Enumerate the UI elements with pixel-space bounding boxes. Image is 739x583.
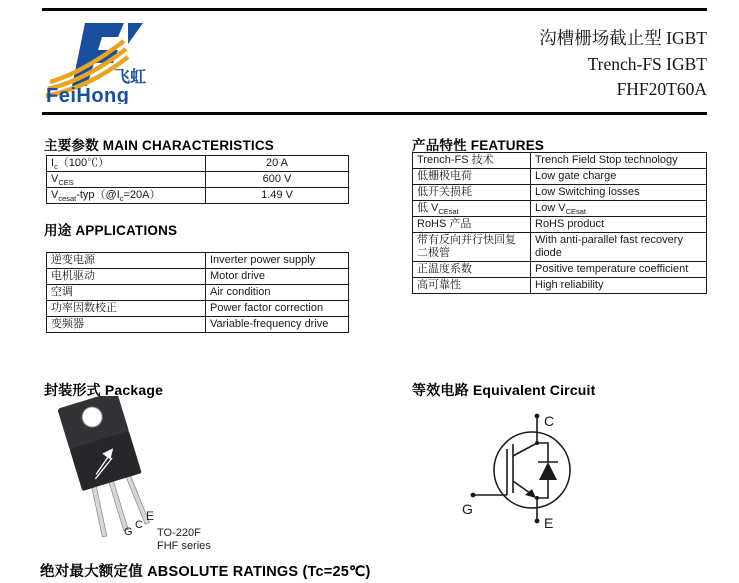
table-cell: Motor drive: [206, 269, 349, 285]
table-row: [47, 188, 349, 204]
igbt-gate-bar: [507, 444, 513, 495]
table-cell: RoHS product: [531, 217, 707, 233]
table-row: [413, 233, 707, 262]
absolute-ratings-heading: 绝对最大额定值 ABSOLUTE RATINGS (Tc=25℃): [40, 564, 371, 580]
table-cell: 带有反向并行快回复二极管: [413, 233, 531, 262]
package-leg: [109, 480, 129, 531]
table-cell: 低开关损耗: [413, 185, 531, 201]
table-row: [47, 253, 349, 269]
table-row: [413, 201, 707, 217]
header-top-rule: [42, 8, 707, 11]
table-cell: 空调: [47, 285, 206, 301]
feihong-logo: [44, 20, 164, 104]
table-cell: 变频器: [47, 317, 206, 333]
table-row: [47, 269, 349, 285]
table-cell: 正温度系数: [413, 262, 531, 278]
table-cell: 20 A: [206, 156, 349, 172]
main-characteristics-heading: 主要参数 MAIN CHARACTERISTICS: [44, 138, 274, 153]
table-row: [413, 169, 707, 185]
igbt-circuit-diagram: [448, 404, 618, 539]
product-title: [539, 26, 707, 103]
applications-table: [46, 252, 349, 333]
table-cell: $V_{cesat}-typ(@I_c=20A)$: [47, 188, 206, 204]
table-row: [47, 317, 349, 333]
table-cell: 低 $V_{CEsat}$: [413, 201, 531, 217]
table-cell: 高可靠性: [413, 278, 531, 294]
table-row: [47, 156, 349, 172]
title-line-cn: 沟槽栅场截止型 IGBT: [539, 28, 707, 48]
diode-triangle: [539, 462, 557, 480]
table-cell: 功率因数校正: [47, 301, 206, 317]
table-cell: Trench-FS 技术: [413, 153, 531, 169]
table-cell: Low gate charge: [531, 169, 707, 185]
table-cell: 电机驱动: [47, 269, 206, 285]
table-cell: Inverter power supply: [206, 253, 349, 269]
package-heading: 封装形式 Package: [44, 382, 164, 398]
table-cell: Trench Field Stop technology: [531, 153, 707, 169]
table-cell: High reliability: [531, 278, 707, 294]
emitter-node-dot: [535, 496, 539, 500]
table-cell: $V_{CES}$: [47, 172, 206, 188]
to220f-body-group: [57, 396, 156, 539]
package-series-label: FHF series: [157, 539, 211, 552]
collector-node-dot: [535, 441, 539, 445]
table-row: [413, 185, 707, 201]
table-cell: 低栅极电荷: [413, 169, 531, 185]
terminal-label-emitter: E: [544, 515, 554, 531]
table-row: [413, 278, 707, 294]
table-row: [413, 153, 707, 169]
package-photo: [40, 396, 170, 546]
package-type-label: TO-220F: [157, 527, 201, 539]
table-row: [413, 262, 707, 278]
gate-terminal-dot: [471, 493, 476, 498]
emitter-terminal-dot: [535, 519, 540, 524]
igbt-collector-branch: [513, 443, 537, 456]
title-part-number: FHF20T60A: [616, 79, 707, 99]
table-cell: $I_c(100℃)$: [47, 156, 206, 172]
terminal-label-gate: G: [462, 501, 473, 517]
pin-label-emitter: E: [146, 509, 155, 523]
table-cell: 逆变电源: [47, 253, 206, 269]
table-cell: Variable-frequency drive: [206, 317, 349, 333]
table-cell: Low Switching losses: [531, 185, 707, 201]
main-characteristics-table: [46, 155, 349, 204]
table-cell: Low $V_{CEsat}$: [531, 201, 707, 217]
package-caption: [157, 527, 211, 552]
logo-en-text: FeiHong: [46, 85, 130, 104]
table-cell: Air condition: [206, 285, 349, 301]
collector-terminal-dot: [535, 414, 540, 419]
applications-heading: 用途 APPLICATIONS: [44, 223, 178, 238]
table-cell: With anti-parallel fast recovery diode: [531, 233, 707, 262]
pin-label-collector: C: [135, 519, 143, 531]
logo-f-mark-tail: [128, 23, 143, 44]
title-line-en: Trench-FS IGBT: [587, 53, 707, 74]
table-row: [47, 301, 349, 317]
logo-cn-text: 飞虹: [114, 69, 147, 86]
equivalent-circuit-heading: 等效电路 Equivalent Circuit: [412, 382, 596, 398]
feihong-logo-graphic: [44, 20, 164, 104]
package-leg: [92, 485, 107, 537]
table-cell: RoHS 产品: [413, 217, 531, 233]
table-cell: 1.49 V: [206, 188, 349, 204]
table-row: [47, 285, 349, 301]
features-table: [412, 152, 707, 294]
table-cell: 600 V: [206, 172, 349, 188]
features-heading: 产品特性 FEATURES: [412, 138, 545, 153]
table-cell: Positive temperature coefficient: [531, 262, 707, 278]
table-row: [413, 217, 707, 233]
header-bottom-rule: [42, 112, 707, 115]
pin-label-gate: G: [124, 526, 133, 538]
table-cell: Power factor correction: [206, 301, 349, 317]
table-row: [47, 172, 349, 188]
terminal-label-collector: C: [544, 413, 555, 429]
